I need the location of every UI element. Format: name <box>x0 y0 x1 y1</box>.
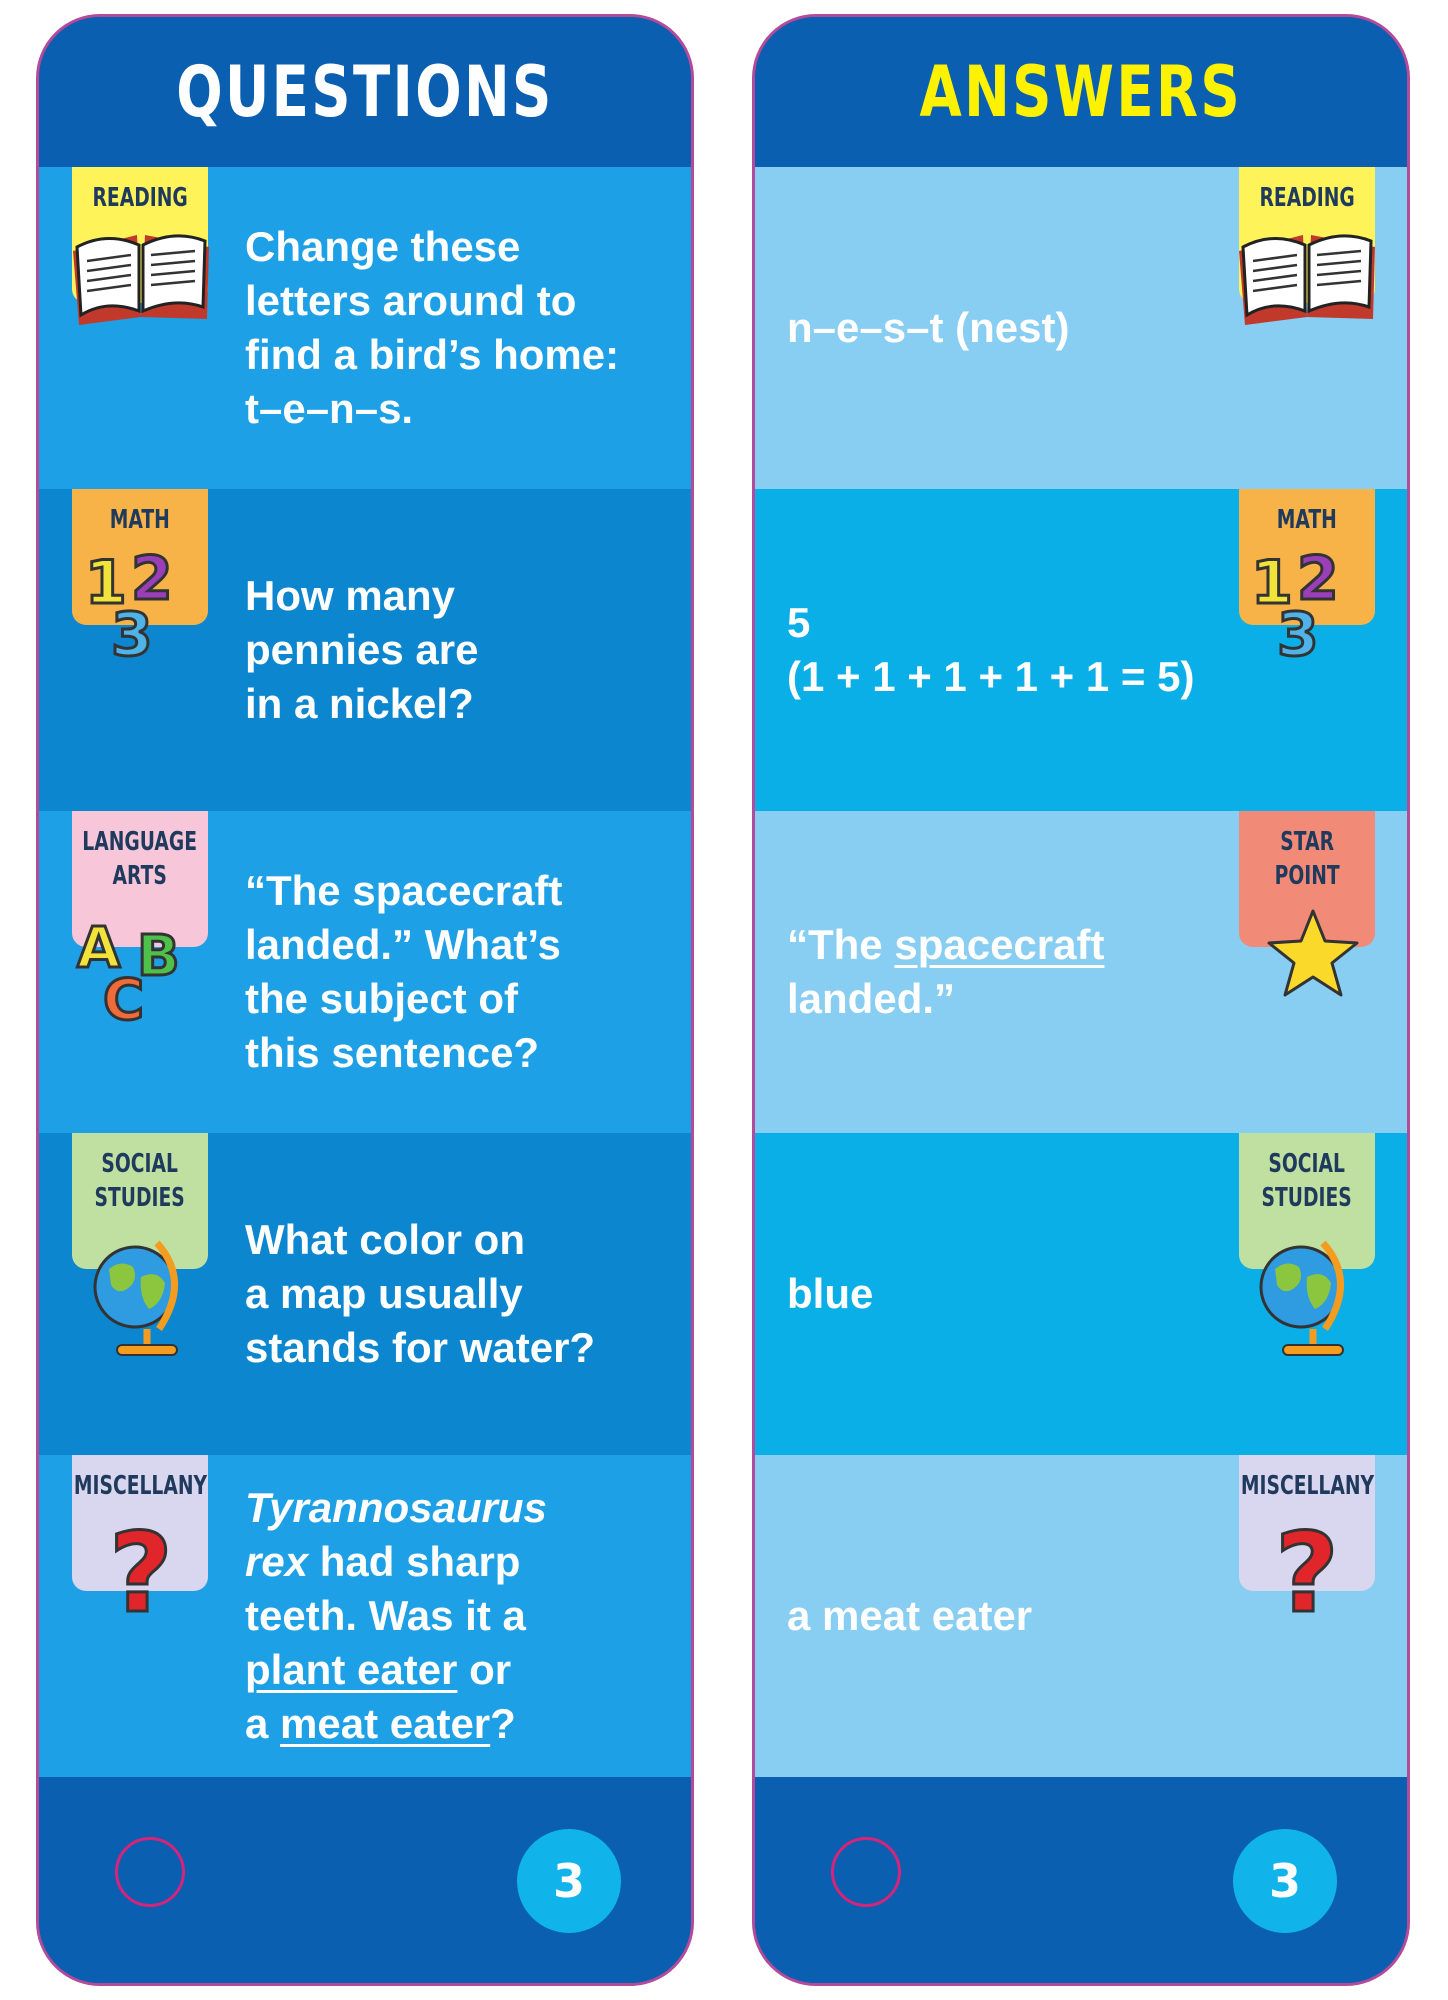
svg-text:?: ? <box>109 1511 173 1631</box>
question-line: landed.” What’s <box>245 921 561 968</box>
question-line <box>245 1535 665 1589</box>
answer-row-math <box>755 489 1407 811</box>
italic-word: rex <box>245 1538 309 1585</box>
question-row-reading <box>39 167 691 489</box>
category-label <box>95 1147 185 1215</box>
question-line <box>245 1697 665 1751</box>
page-number-badge: 3 <box>517 1829 621 1933</box>
answers-footer <box>755 1779 1407 1983</box>
answer-line: n–e–s–t (nest) <box>787 304 1070 351</box>
question-line: this sentence? <box>245 1029 540 1076</box>
globe-icon <box>1253 1225 1357 1365</box>
punch-hole-circle <box>115 1837 185 1907</box>
question-row-social-studies <box>39 1133 691 1455</box>
question-mark-icon <box>105 1511 185 1631</box>
question-row-miscellany <box>39 1455 691 1777</box>
questions-title: QUESTIONS <box>176 51 554 133</box>
category-label: MISCELLANY <box>1240 1471 1374 1501</box>
category-label-line: STAR <box>1280 827 1334 857</box>
svg-text:B: B <box>137 924 180 989</box>
answer-line: landed.” <box>787 975 956 1022</box>
questions-header <box>39 17 691 167</box>
open-book-icon <box>67 221 217 325</box>
underlined-phrase: spacecraft <box>894 921 1105 968</box>
answer-text <box>787 811 1227 1133</box>
category-label: READING <box>92 183 188 213</box>
question-fragment: a <box>245 1700 281 1747</box>
category-label: MISCELLANY <box>73 1471 207 1501</box>
question-row-language-arts <box>39 811 691 1133</box>
question-text <box>245 489 665 811</box>
svg-text:1: 1 <box>1251 548 1293 618</box>
category-label <box>83 825 198 893</box>
open-book-icon <box>1233 221 1383 325</box>
answer-text <box>787 1133 1227 1455</box>
question-text <box>245 167 665 489</box>
answer-row-miscellany <box>755 1455 1407 1777</box>
category-label-line: SOCIAL <box>1268 1149 1346 1179</box>
category-label: MATH <box>1276 505 1338 535</box>
question-line: “The spacecraft <box>245 867 563 914</box>
answers-header <box>755 17 1407 167</box>
question-line: How many <box>245 572 456 619</box>
underlined-phrase: meat eater <box>280 1700 491 1747</box>
question-line: letters around to <box>245 277 577 324</box>
question-line: What color on <box>245 1216 525 1263</box>
answers-card <box>752 14 1410 1986</box>
question-line <box>245 1643 665 1697</box>
category-label-line: STUDIES <box>1261 1183 1353 1213</box>
underlined-phrase: plant eater <box>245 1646 458 1693</box>
question-line: pennies are <box>245 626 479 673</box>
question-mark-icon <box>1271 1511 1351 1631</box>
answers-title: ANSWERS <box>919 51 1243 133</box>
questions-card <box>36 14 694 1986</box>
question-line: t–e–n–s. <box>245 385 414 432</box>
svg-text:C: C <box>103 968 145 1027</box>
answer-text <box>787 167 1227 489</box>
page-number-badge: 3 <box>1233 1829 1337 1933</box>
category-label: READING <box>1259 183 1355 213</box>
question-fragment: had sharp <box>308 1538 521 1585</box>
question-fragment: or <box>457 1646 512 1693</box>
category-label-line: POINT <box>1274 861 1340 891</box>
category-label-line: LANGUAGE <box>82 827 198 857</box>
numbers-123-icon <box>81 541 201 661</box>
svg-text:3: 3 <box>1277 600 1319 661</box>
category-label-line: ARTS <box>112 861 168 891</box>
svg-text:3: 3 <box>111 600 153 661</box>
category-label <box>1274 825 1339 893</box>
question-line: the subject of <box>245 975 519 1022</box>
questions-footer <box>39 1779 691 1983</box>
answer-text <box>787 1455 1227 1777</box>
answer-line: (1 + 1 + 1 + 1 + 1 = 5) <box>787 653 1195 700</box>
punch-hole-circle <box>831 1837 901 1907</box>
category-label: MATH <box>109 505 171 535</box>
category-label <box>1262 1147 1352 1215</box>
question-line: in a nickel? <box>245 680 474 727</box>
letters-abc-icon <box>75 907 205 1027</box>
svg-text:1: 1 <box>85 548 127 618</box>
answer-fragment: “The <box>787 921 895 968</box>
question-line: stands for water? <box>245 1324 596 1371</box>
svg-text:?: ? <box>1275 1511 1339 1631</box>
answer-text <box>787 489 1227 811</box>
star-icon <box>1265 907 1361 999</box>
numbers-123-icon <box>1247 541 1367 661</box>
svg-text:2: 2 <box>1297 544 1339 614</box>
answer-row-reading <box>755 167 1407 489</box>
answer-line <box>787 918 1227 972</box>
question-text <box>245 811 665 1133</box>
answer-line: 5 <box>787 599 811 646</box>
question-fragment: ? <box>490 1700 516 1747</box>
answer-row-star-point <box>755 811 1407 1133</box>
svg-text:2: 2 <box>131 544 173 614</box>
answer-line: a meat eater <box>787 1592 1033 1639</box>
category-label-line: SOCIAL <box>101 1149 179 1179</box>
svg-text:A: A <box>77 916 121 981</box>
answer-row-social-studies <box>755 1133 1407 1455</box>
globe-icon <box>87 1225 191 1365</box>
question-text <box>245 1133 665 1455</box>
question-row-math <box>39 489 691 811</box>
question-line: a map usually <box>245 1270 523 1317</box>
question-line: Tyrannosaurus <box>245 1484 547 1531</box>
question-text <box>245 1455 665 1777</box>
question-line: teeth. Was it a <box>245 1592 526 1639</box>
answer-line: blue <box>787 1270 874 1317</box>
category-label-line: STUDIES <box>94 1183 186 1213</box>
question-line: Change these <box>245 223 521 270</box>
question-line: find a bird’s home: <box>245 331 620 378</box>
